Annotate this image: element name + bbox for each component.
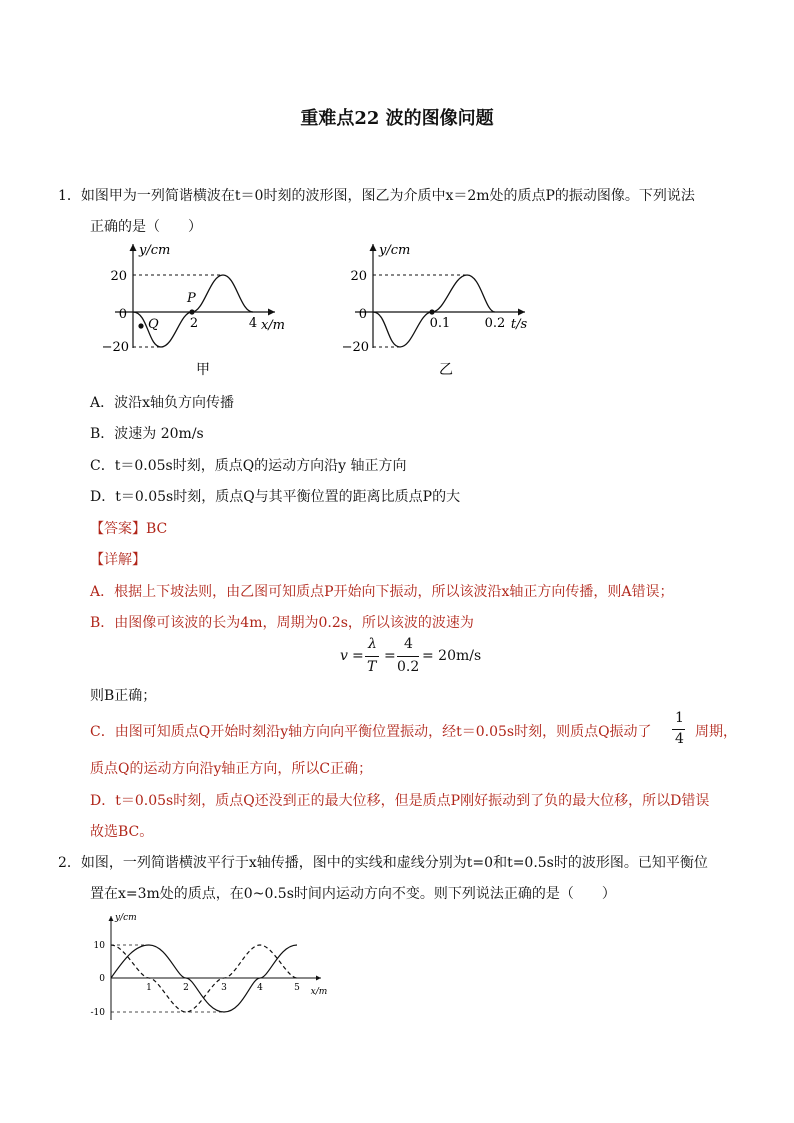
q1-option-c: C．t＝0.05s时刻，质点Q的运动方向沿y 轴正方向 xyxy=(90,458,407,474)
label-p: P xyxy=(187,291,196,306)
point-p xyxy=(189,309,194,314)
tick-y-0: 0 xyxy=(99,974,105,984)
label-q: Q xyxy=(148,317,159,332)
tick-x-4: 4 xyxy=(248,316,258,331)
formula-eq1: = xyxy=(352,648,364,664)
tick-x-1: 1 xyxy=(146,983,152,993)
fraction-bar xyxy=(672,729,685,730)
q1-figure-yi xyxy=(335,240,535,380)
tick-x-2: 2 xyxy=(183,983,189,993)
q1-detail-heading: 【详解】 xyxy=(90,552,146,568)
x-axis-label: x/m xyxy=(260,318,286,333)
y-axis-label: y/cm xyxy=(379,243,411,258)
formula-T: T xyxy=(367,659,377,675)
point-q xyxy=(138,323,143,328)
quarter-den: 4 xyxy=(675,731,684,747)
tick-y-neg20: −20 xyxy=(341,340,369,355)
x-axis-label: x/m xyxy=(310,987,328,997)
tick-x-2: 2 xyxy=(189,316,199,331)
q2-stem-line2: 置在x=3m处的质点，在0~0.5s时间内运动方向不变。则下列说法正确的是（ ） xyxy=(90,886,616,902)
formula-result: = 20m/s xyxy=(422,648,482,664)
q2-stem-line1: 2．如图，一列简谐横波平行于x轴传播，图中的实线和虚线分别为t=0和t=0.5s时的波形图。已知平衡位 xyxy=(58,855,708,871)
tick-y-0: 0 xyxy=(118,307,127,322)
q1-stem-line2: 正确的是（ ） xyxy=(90,219,202,235)
q1-b-correct: 则B正确； xyxy=(90,688,157,704)
q1-option-a: A．波沿x轴负方向传播 xyxy=(90,395,235,411)
tick-y-20: 20 xyxy=(350,269,367,284)
tick-x-3: 3 xyxy=(221,983,227,993)
q1-explain-c2: 质点Q的运动方向沿y轴正方向，所以C正确； xyxy=(90,761,373,777)
q1-explain-d: D．t＝0.05s时刻，质点Q还没到正的最大位移，但是质点P刚好振动到了负的最大位移，所以D错误 xyxy=(90,793,710,809)
q2-figure xyxy=(85,908,335,1028)
tick-y-neg20: −20 xyxy=(101,340,129,355)
y-axis-label: y/cm xyxy=(115,913,137,923)
q1-explain-c1: C．由图可知质点Q开始时刻沿y轴方向向平衡位置振动，经t＝0.05s时刻，则质点Q振动了 xyxy=(90,724,652,740)
formula-lambda: λ xyxy=(368,636,377,652)
fraction-bar xyxy=(365,656,379,657)
tick-x-4: 4 xyxy=(257,983,263,993)
q1-figure-jia xyxy=(95,240,310,380)
formula-num: 4 xyxy=(404,636,413,652)
q1-explain-b: B．由图像可该波的长为4m，周期为0.2s，所以该波的波速为 xyxy=(90,615,474,631)
tick-x-5: 5 xyxy=(294,983,300,993)
q1-answer: 【答案】BC xyxy=(90,521,168,537)
tick-t-02: 0.2 xyxy=(484,316,506,331)
formula-eq2: = xyxy=(384,648,396,664)
y-axis-label: y/cm xyxy=(139,243,171,258)
tick-y-10: 10 xyxy=(93,941,105,951)
q1-conclusion: 故选BC。 xyxy=(90,824,154,840)
q1-explain-a: A．根据上下坡法则，由乙图可知质点P开始向下振动，所以该波沿x轴正方向传播，则A错误； xyxy=(90,584,674,600)
tick-y-0: 0 xyxy=(358,307,367,322)
figure-caption: 甲 xyxy=(196,362,210,378)
figure-caption: 乙 xyxy=(439,362,453,378)
q1-option-d: D．t＝0.05s时刻，质点Q与其平衡位置的距离比质点P的大 xyxy=(90,489,461,505)
q1-stem-line1: 1．如图甲为一列简谐横波在t＝0时刻的波形图，图乙为介质中x＝2m处的质点P的振动图像。下列说法 xyxy=(58,188,695,204)
quarter-num: 1 xyxy=(675,710,684,726)
tick-t-01: 0.1 xyxy=(429,316,451,331)
page-title: 重难点22 波的图像问题 xyxy=(300,108,494,129)
tick-y-20: 20 xyxy=(110,269,127,284)
fraction-bar xyxy=(397,656,419,657)
formula-den: 0.2 xyxy=(397,659,420,675)
t-axis-label: t/s xyxy=(510,317,528,332)
formula-v: v xyxy=(340,648,348,664)
q1-explain-c1-end: 周期， xyxy=(695,724,737,740)
tick-y-neg10: -10 xyxy=(90,1008,105,1018)
point-01 xyxy=(429,309,434,314)
q1-option-b: B．波速为 20m/s xyxy=(90,426,204,442)
